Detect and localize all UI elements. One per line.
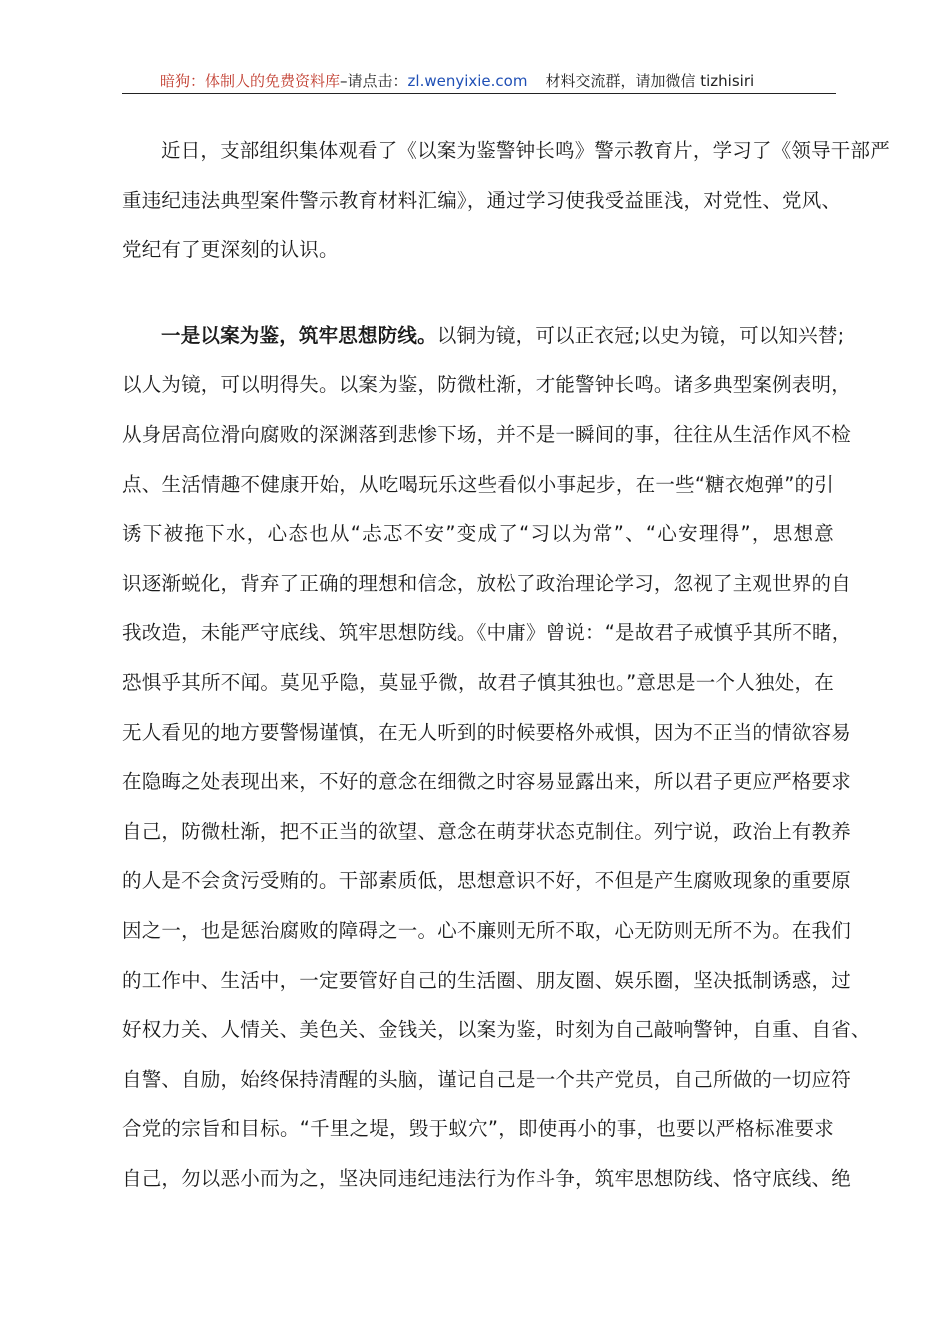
text-line: 近日，支部组织集体观看了《以案为鉴警钟长鸣》警示教育片，学习了《领导干部严	[161, 139, 890, 162]
text-line: 无人看见的地方要警惕谨慎，在无人听到的时候要格外戒惧，因为不正当的情欲容易	[122, 720, 851, 744]
header-click-prompt: –请点击：	[340, 72, 408, 90]
text-line: 重违纪违法典型案件警示教育材料汇编》，通过学习使我受益匪浅，对党性、党风、	[122, 188, 842, 212]
text-line: 诱下被拖下水，心态也从“忐忑不安”变成了“习以为常”、“心安理得”，思想意	[122, 522, 834, 546]
paragraph-point-one	[122, 313, 871, 1206]
text-line: 自警、自励，始终保持清醒的头脑，谨记自己是一个共产党员，自己所做的一切应符	[122, 1067, 851, 1091]
header-site-name: 暗狗：体制人的免费资料库	[160, 72, 341, 90]
header-link[interactable]: zl.wenyixie.com	[407, 72, 528, 90]
paragraph-intro	[122, 128, 890, 277]
text-line: 自己，勿以恶小而为之，坚决同违纪违法行为作斗争，筑牢思想防线、恪守底线、绝	[122, 1166, 851, 1190]
text-line: 识逐渐蜕化，背弃了正确的理想和信念，放松了政治理论学习，忽视了主观世界的自	[122, 571, 851, 595]
text-line: 从身居高位滑向腐败的深渊落到悲惨下场，并不是一瞬间的事，往往从生活作风不检	[122, 422, 851, 446]
text-line: 以人为镜，可以明得失。以案为鉴，防微杜渐，才能警钟长鸣。诸多典型案例表明，	[122, 373, 851, 397]
text-line: 在隐晦之处表现出来，不好的意念在细微之时容易显露出来，所以君子更应严格要求	[122, 770, 851, 794]
text-line: 因之一，也是惩治腐败的障碍之一。心不廉则无所不取，心无防则无所不为。在我们	[122, 918, 851, 942]
text-line: 党纪有了更深刻的认识。	[122, 238, 339, 262]
header-contact: 材料交流群，请加微信 tizhisiri	[545, 72, 755, 90]
text-line-lead	[122, 313, 845, 363]
page-header	[122, 70, 836, 94]
section-heading: 一是以案为鉴，筑牢思想防线。	[161, 323, 437, 347]
text-line: 我改造，未能严守底线、筑牢思想防线。《中庸》曾说：“是故君子戒慎乎其所不睹，	[122, 621, 852, 645]
text-line: 好权力关、人情关、美色关、金钱关，以案为鉴，时刻为自己敲响警钟，自重、自省、	[122, 1018, 871, 1042]
document-body	[122, 128, 890, 1205]
text-line: 恐惧乎其所不闻。莫见乎隐，莫显乎微，故君子慎其独也。”意思是一个人独处，在	[122, 670, 834, 694]
text-line: 的人是不会贪污受贿的。干部素质低，思想意识不好，不但是产生腐败现象的重要原	[122, 869, 851, 893]
lead-text: 以铜为镜，可以正衣冠;以史为镜，可以知兴替;	[436, 323, 845, 347]
text-line: 合党的宗旨和目标。“千里之堤，毁于蚁穴”，即使再小的事，也要以严格标准要求	[122, 1117, 834, 1141]
text-line: 自己，防微杜渐，把不正当的欲望、意念在萌芽状态克制住。列宁说，政治上有教养	[122, 819, 851, 843]
text-line: 的工作中、生活中，一定要管好自己的生活圈、朋友圈、娱乐圈，坚决抵制诱惑，过	[122, 968, 851, 992]
text-line: 点、生活情趣不健康开始，从吃喝玩乐这些看似小事起步，在一些“糖衣炮弹”的引	[122, 472, 834, 496]
